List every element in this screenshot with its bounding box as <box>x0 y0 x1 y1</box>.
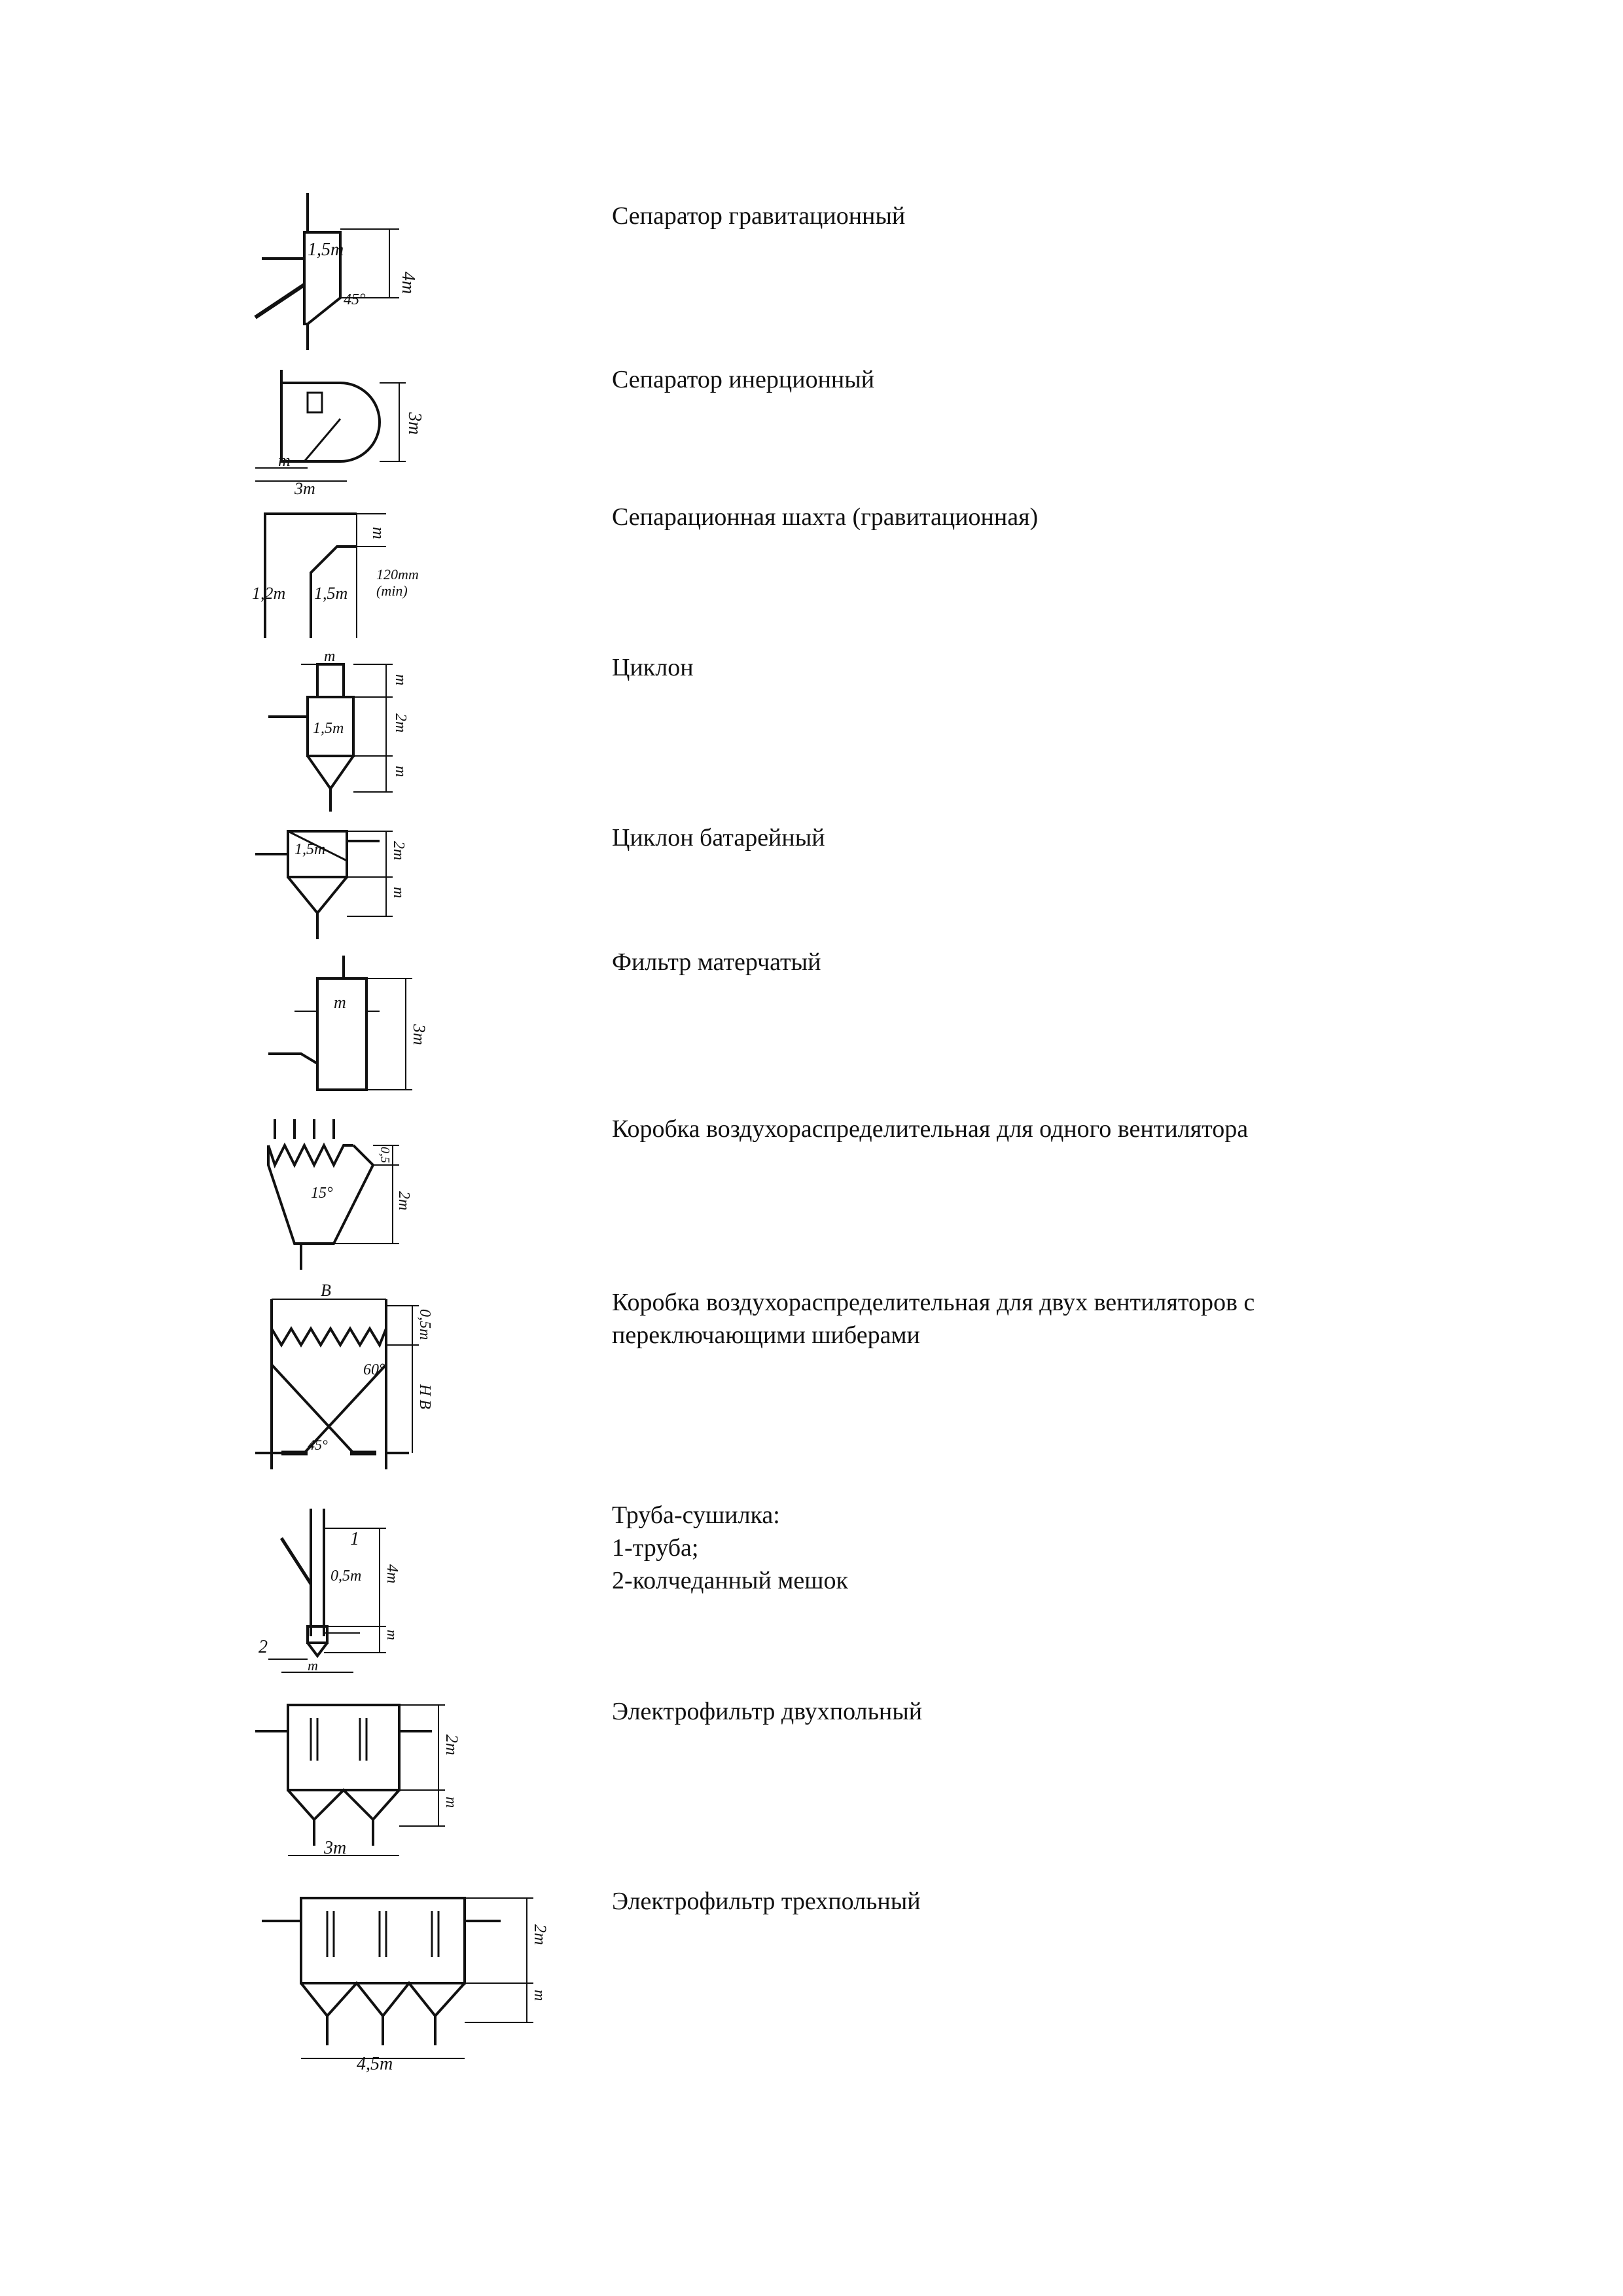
caption-air-box-one-fan: Коробка воздухораспределительная для одного вентилятора <box>612 1115 1249 1143</box>
dim-top-height: m <box>392 674 409 686</box>
dim-height: 2m <box>531 1924 550 1945</box>
dim-inlet: m <box>278 451 291 470</box>
battery-cyclone-figure <box>242 821 465 946</box>
precipitator-three-field-figure <box>242 1885 550 2081</box>
cloth-filter-figure <box>242 946 465 1103</box>
caption-cloth-filter: Фильтр матерчатый <box>612 948 821 976</box>
dim-total-height: H B <box>416 1384 433 1409</box>
dim-diameter: 0,5m <box>330 1568 362 1585</box>
dim-body-height: 2m <box>392 713 409 733</box>
caption-air-box-two-fans: Коробка воздухораспределительная для двух вентиляторов с переключающими шиберами <box>612 1289 1255 1349</box>
air-box-two-fans-figure <box>242 1281 465 1482</box>
dim-cone-height: m <box>390 887 407 899</box>
dim-top-width: m <box>324 648 336 665</box>
dim-angle: 15° <box>311 1185 333 1202</box>
caption-separation-shaft: Сепарационная шахта (гравитационная) <box>612 503 1039 531</box>
dim-width: m <box>308 1657 318 1674</box>
dim-angle: 45° <box>344 291 366 308</box>
label-tube: 1 <box>350 1529 359 1549</box>
label-bag: 2 <box>259 1637 268 1657</box>
dim-angle-top: 60° <box>363 1361 385 1378</box>
caption-battery-cyclone: Циклон батарейный <box>612 824 825 852</box>
dim-height: 3m <box>410 1024 429 1045</box>
dim-height: 2m <box>442 1734 461 1755</box>
dim-angle-bottom: 45° <box>308 1437 328 1453</box>
dim-body-height: 2m <box>390 841 407 861</box>
dim-gap: 120mm <box>376 566 419 583</box>
separation-shaft-figure <box>242 501 465 645</box>
dim-left: 1,2m <box>252 584 286 603</box>
dim-top-height: 0,5 <box>378 1147 392 1163</box>
dim-height: 4m <box>383 1564 401 1584</box>
dim-width: 3m <box>294 479 315 498</box>
inertial-separator-figure <box>242 363 465 498</box>
dim-gap-min: (min) <box>376 583 408 599</box>
dim-bag-height: m <box>384 1630 401 1640</box>
dim-hopper-height: m <box>442 1797 459 1808</box>
dim-height: 3m <box>404 412 425 435</box>
dim-width: B <box>321 1281 331 1300</box>
drying-tube-figure <box>242 1499 465 1682</box>
caption-gravity-separator: Сепаратор гравитационный <box>612 202 906 230</box>
gravity-separator-figure <box>242 193 465 363</box>
dim-middle: 1,5m <box>314 584 348 603</box>
air-box-one-fan-figure <box>242 1113 465 1283</box>
dim-height: 2m <box>395 1191 412 1211</box>
dim-cone-height: m <box>392 766 409 778</box>
caption-cyclone: Циклон <box>612 654 694 681</box>
dim-width: 3m <box>324 1838 347 1858</box>
dim-width: m <box>334 993 346 1012</box>
caption-drying-tube: Труба-сушилка: 1-труба; 2-колчеданный мешок <box>612 1501 848 1594</box>
dim-width: 1,5m <box>308 240 344 260</box>
dim-top: m <box>369 527 388 539</box>
dim-height: 4m <box>398 272 418 295</box>
cyclone-figure <box>242 648 465 821</box>
dim-width: 1,5m <box>294 841 326 858</box>
dim-hopper-height: m <box>531 1990 548 2001</box>
dim-body-width: 1,5m <box>313 720 344 737</box>
dim-width: 4,5m <box>357 2054 393 2074</box>
caption-precipitator-two-field: Электрофильтр двухпольный <box>612 1698 923 1725</box>
precipitator-two-field-figure <box>242 1695 465 1878</box>
dim-top-height: 0,5m <box>416 1309 433 1340</box>
caption-precipitator-three-field: Электрофильтр трехпольный <box>612 1888 921 1915</box>
caption-inertial-separator: Сепаратор инерционный <box>612 366 875 393</box>
